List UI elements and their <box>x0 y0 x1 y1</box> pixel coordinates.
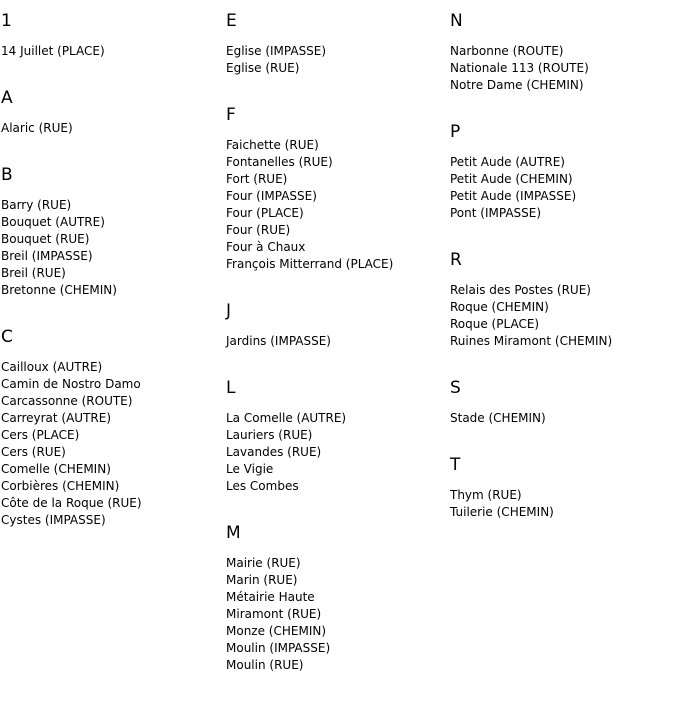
street-list-item[interactable]: Moulin (IMPASSE) <box>226 641 331 655</box>
section-letter-heading: M <box>226 523 241 543</box>
section-letter-heading: F <box>226 105 236 125</box>
street-list-item[interactable]: Petit Aude (CHEMIN) <box>450 172 573 186</box>
street-list-item[interactable]: Four (RUE) <box>226 223 291 237</box>
letter-section <box>1 165 142 299</box>
street-list-item[interactable]: Moulin (RUE) <box>226 658 304 672</box>
street-list-item[interactable]: La Comelle (AUTRE) <box>226 411 347 425</box>
street-list <box>226 333 393 350</box>
street-list <box>1 120 142 137</box>
street-list-item[interactable]: Alaric (RUE) <box>1 121 73 135</box>
street-list <box>450 154 612 222</box>
street-list-item[interactable]: Métairie Haute <box>226 590 315 604</box>
street-list-item[interactable]: Carreyrat (AUTRE) <box>1 411 112 425</box>
street-list-item[interactable]: Relais des Postes (RUE) <box>450 283 591 297</box>
street-list-item[interactable]: Thym (RUE) <box>450 488 522 502</box>
index-column-3 <box>450 11 612 549</box>
street-list-item[interactable]: Côte de la Roque (RUE) <box>1 496 142 510</box>
street-list <box>226 137 393 273</box>
street-list-item[interactable]: Cystes (IMPASSE) <box>1 513 106 527</box>
street-list-item[interactable]: Barry (RUE) <box>1 198 72 212</box>
street-list-item[interactable]: Tuilerie (CHEMIN) <box>450 505 554 519</box>
index-column-2 <box>226 11 393 702</box>
section-letter-heading: R <box>450 250 462 270</box>
letter-section <box>450 378 612 427</box>
section-letter-heading: E <box>226 11 237 31</box>
street-list-item[interactable]: Miramont (RUE) <box>226 607 322 621</box>
letter-section <box>226 378 393 495</box>
street-list-item[interactable]: Breil (RUE) <box>1 266 66 280</box>
street-list-item[interactable]: Eglise (IMPASSE) <box>226 44 327 58</box>
street-list-item[interactable]: Stade (CHEMIN) <box>450 411 546 425</box>
street-list-item[interactable]: Petit Aude (IMPASSE) <box>450 189 577 203</box>
street-list <box>226 43 393 77</box>
street-list-item[interactable]: Mairie (RUE) <box>226 556 301 570</box>
street-list-item[interactable]: Petit Aude (AUTRE) <box>450 155 565 169</box>
street-list-item[interactable]: Four (IMPASSE) <box>226 189 317 203</box>
section-letter-heading: T <box>450 455 461 475</box>
street-list-item[interactable]: Corbières (CHEMIN) <box>1 479 120 493</box>
letter-section <box>1 88 142 137</box>
section-letter-heading: A <box>1 88 13 108</box>
street-list <box>226 555 393 674</box>
street-list <box>450 487 612 521</box>
street-list-item[interactable]: Notre Dame (CHEMIN) <box>450 78 584 92</box>
street-list-item[interactable]: François Mitterrand (PLACE) <box>226 257 394 271</box>
letter-section <box>226 523 393 674</box>
street-list-item[interactable]: Nationale 113 (ROUTE) <box>450 61 589 75</box>
street-list-item[interactable]: Fontanelles (RUE) <box>226 155 333 169</box>
section-letter-heading: C <box>1 327 13 347</box>
street-list-item[interactable]: Ruines Miramont (CHEMIN) <box>450 334 613 348</box>
letter-section <box>1 11 142 60</box>
street-list-item[interactable]: Bretonne (CHEMIN) <box>1 283 117 297</box>
street-list-item[interactable]: Cailloux (AUTRE) <box>1 360 103 374</box>
street-list-item[interactable]: Fort (RUE) <box>226 172 288 186</box>
street-list-item[interactable]: Comelle (CHEMIN) <box>1 462 111 476</box>
letter-section <box>450 455 612 521</box>
street-list <box>450 282 612 350</box>
street-list-item[interactable]: Four (PLACE) <box>226 206 304 220</box>
street-list-item[interactable]: Cers (PLACE) <box>1 428 80 442</box>
street-list-item[interactable]: Cers (RUE) <box>1 445 66 459</box>
street-list-item[interactable]: Breil (IMPASSE) <box>1 249 93 263</box>
street-list <box>1 359 142 529</box>
street-list-item[interactable]: Marin (RUE) <box>226 573 298 587</box>
street-list-item[interactable]: Roque (CHEMIN) <box>450 300 549 314</box>
street-list-item[interactable]: Pont (IMPASSE) <box>450 206 542 220</box>
letter-section <box>226 11 393 77</box>
street-list <box>226 410 393 495</box>
section-letter-heading: J <box>226 301 232 321</box>
street-list <box>450 410 612 427</box>
street-list-item[interactable]: Narbonne (ROUTE) <box>450 44 564 58</box>
letter-section <box>1 327 142 529</box>
street-list <box>1 43 142 60</box>
street-list-item[interactable]: Le Vigie <box>226 462 274 476</box>
street-list <box>450 43 612 94</box>
street-list-item[interactable]: Monze (CHEMIN) <box>226 624 327 638</box>
letter-section <box>226 301 393 350</box>
street-list-item[interactable]: Faichette (RUE) <box>226 138 319 152</box>
street-list-item[interactable]: Roque (PLACE) <box>450 317 540 331</box>
section-letter-heading: L <box>226 378 236 398</box>
section-letter-heading: S <box>450 378 461 398</box>
street-list <box>1 197 142 299</box>
index-column-1 <box>1 11 142 557</box>
letter-section <box>450 122 612 222</box>
street-list-item[interactable]: Bouquet (AUTRE) <box>1 215 105 229</box>
letter-section <box>450 11 612 94</box>
street-list-item[interactable]: Bouquet (RUE) <box>1 232 90 246</box>
street-list-item[interactable]: Eglise (RUE) <box>226 61 300 75</box>
section-letter-heading: N <box>450 11 463 31</box>
street-list-item[interactable]: Camin de Nostro Damo <box>1 377 141 391</box>
street-list-item[interactable]: Lavandes (RUE) <box>226 445 322 459</box>
street-list-item[interactable]: 14 Juillet (PLACE) <box>1 44 105 58</box>
section-letter-heading: B <box>1 165 13 185</box>
street-list-item[interactable]: Carcassonne (ROUTE) <box>1 394 133 408</box>
section-letter-heading: P <box>450 122 461 142</box>
street-list-item[interactable]: Lauriers (RUE) <box>226 428 313 442</box>
street-list-item[interactable]: Four à Chaux <box>226 240 306 254</box>
section-letter-heading: 1 <box>1 11 12 31</box>
letter-section <box>226 105 393 273</box>
letter-section <box>450 250 612 350</box>
street-list-item[interactable]: Les Combes <box>226 479 299 493</box>
street-list-item[interactable]: Jardins (IMPASSE) <box>226 334 331 348</box>
